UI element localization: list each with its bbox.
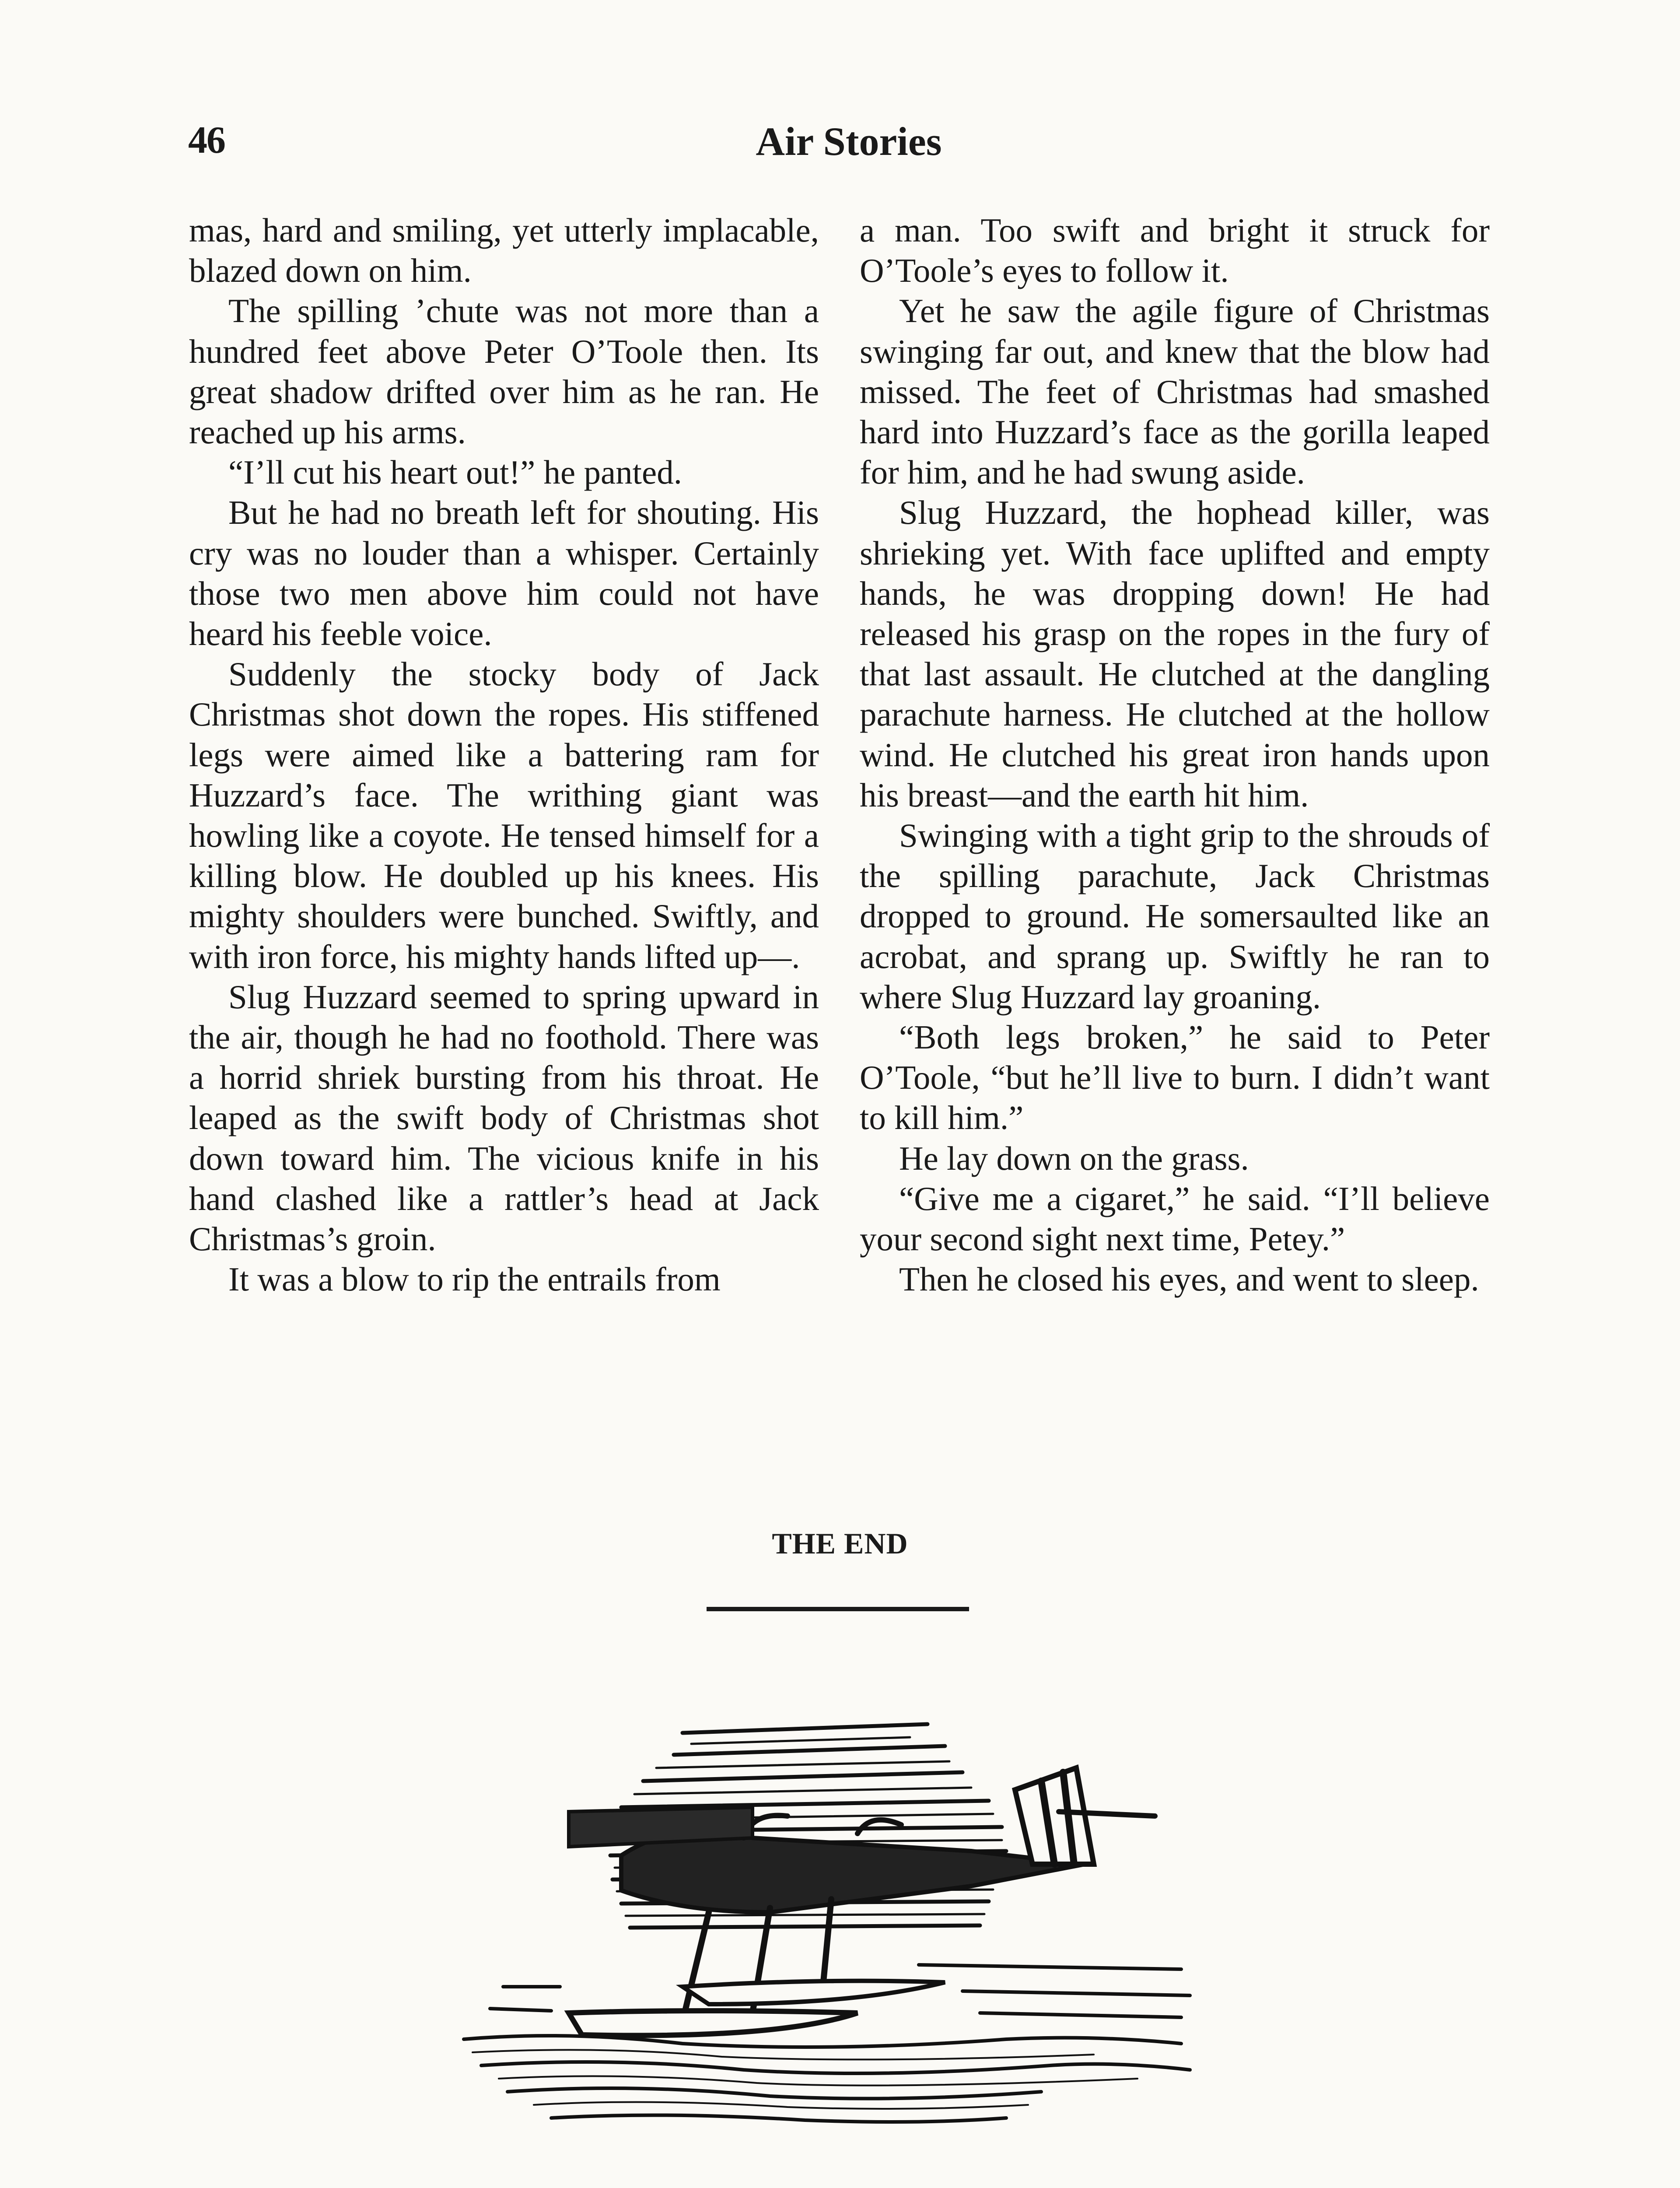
paragraph: Yet he saw the agile figure of Christmas swinging far out, and knew that the blow had missed. The feet of Christmas had smashed hard into Huzzard’s face as the gorilla leaped for him, and he had swung aside. bbox=[860, 292, 1490, 491]
paragraph: Swinging with a tight grip to the shrouds of the spilling parachute, Jack Christmas dropped to ground. He somersaulted like an acrobat, and sprang up. Swiftly he ran to where Slug Huzzard lay groaning. bbox=[860, 817, 1490, 1016]
paragraph: The spilling ’chute was not more than a hundred feet above Peter O’Toole then. Its great shadow drifted over him as he ran. He reached up his arms. bbox=[189, 292, 819, 451]
paragraph: “Give me a cigaret,” he said. “I’ll believe your second sight next time, Petey.” bbox=[860, 1179, 1490, 1258]
seaplane-skimming-water-icon bbox=[438, 1707, 1225, 2144]
story-column-left bbox=[189, 210, 819, 1299]
paragraph: But he had no breath left for shouting. His cry was no louder than a whisper. Certainly those two men above him could not have heard his feeble voice. bbox=[189, 494, 819, 653]
running-title: Air Stories bbox=[756, 119, 942, 164]
paragraph: Slug Huzzard, the hophead killer, was shrieking yet. With face uplifted and empty hands, he was dropping down! He had released his grasp on the ropes in the fury of that last assault. He clutched at the dangling parachute harness. He clutched at the hollow wind. He clutched his great iron hands upon his breast—and the earth hit him. bbox=[860, 494, 1490, 814]
paragraph: Suddenly the stocky body of Jack Christmas shot down the ropes. His stiffened legs were aimed like a battering ram for Huzzard’s face. The writhing giant was howling like a coyote. He tensed himself for a killing blow. He doubled up his knees. His mighty shoulders were bunched. Swiftly, and with iron force, his mighty hands lifted up—. bbox=[189, 655, 819, 975]
paragraph: It was a blow to rip the entrails from bbox=[228, 1260, 721, 1298]
paragraph: “I’ll cut his heart out!” he panted. bbox=[228, 453, 682, 491]
paragraph: Slug Huzzard seemed to spring upward in the air, though he had no foothold. There was a horrid shriek bursting from his throat. He leaped as the swift body of Christmas shot down toward him. The vicious knife in his hand clashed like a rattler’s head at Jack Christmas’s groin. bbox=[189, 978, 819, 1258]
paragraph: a man. Too swift and bright it struck for O’Toole’s eyes to follow it. bbox=[860, 211, 1490, 290]
page-number: 46 bbox=[188, 119, 225, 161]
paragraph: Then he closed his eyes, and went to sleep. bbox=[899, 1260, 1479, 1298]
story-column-right bbox=[860, 210, 1490, 1299]
paragraph: He lay down on the grass. bbox=[899, 1139, 1249, 1177]
paragraph: “Both legs broken,” he said to Peter O’Toole, “but he’ll live to burn. I didn’t want to kill him.” bbox=[860, 1018, 1490, 1137]
the-end-mark: THE END bbox=[772, 1527, 908, 1560]
divider-rule-top bbox=[707, 1607, 969, 1611]
paragraph: mas, hard and smiling, yet utterly implacable, blazed down on him. bbox=[189, 211, 819, 290]
